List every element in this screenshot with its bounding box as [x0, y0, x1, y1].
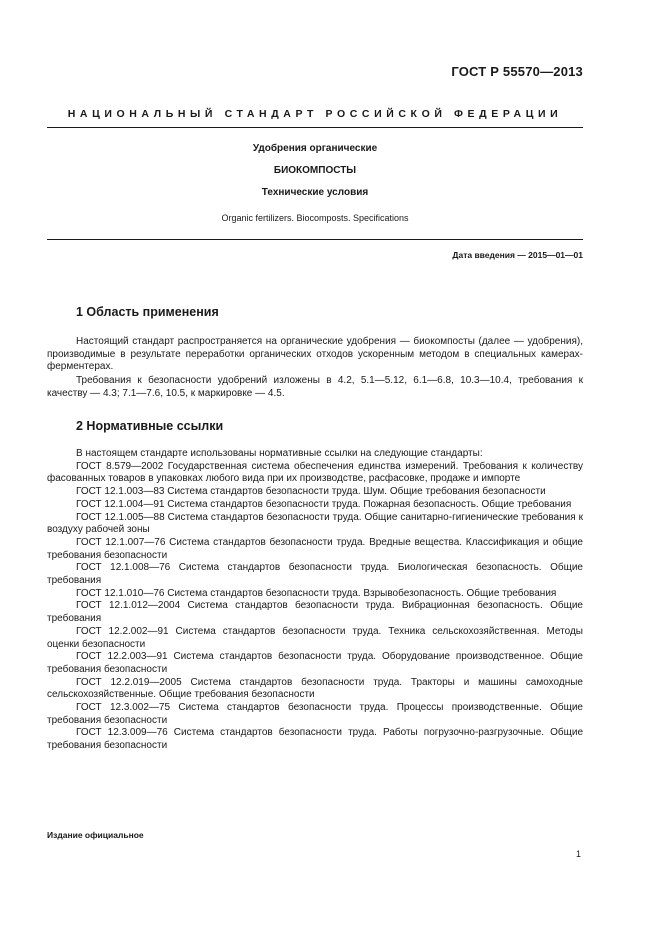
title-line-1: Удобрения органические [252, 143, 378, 154]
section-2-heading: 2 Нормативные ссылки [76, 419, 224, 433]
divider-title [47, 239, 583, 240]
reference-item: ГОСТ 12.1.007—76 Система стандартов безопасности труда. Вредные вещества. Классификация и общие требования безопасности [47, 536, 583, 561]
section-1-heading: 1 Область применения [76, 305, 219, 319]
reference-item: ГОСТ 12.2.003—91 Система стандартов безопасности труда. Оборудование производственное. Общие требования безопасности [47, 651, 583, 675]
standard-heading: НАЦИОНАЛЬНЫЙ СТАНДАРТ РОССИЙСКОЙ ФЕДЕРАЦИИ [67, 108, 563, 120]
reference-item: ГОСТ 12.2.002—91 Система стандартов безопасности труда. Техника сельскохозяйственная. Методы оценки безопасности [47, 625, 583, 650]
reference-item: ГОСТ 12.1.003—83 Система стандартов безопасности труда. Шум. Общие требования безопасности [76, 486, 546, 498]
title-line-2: БИОКОМПОСТЫ [273, 165, 357, 176]
page-number: 1 [575, 849, 581, 859]
edition-note: Издание официальное [47, 830, 144, 840]
section-1-paragraph: Требования к безопасности удобрений изложены в 4.2, 5.1—5.12, 6.1—6.8, 10.3—10.4, требования к качеству — 4.3; 7.1—7.6, 10.5, к маркировке — 4.5. [47, 375, 583, 399]
reference-item: ГОСТ 12.3.002—75 Система стандартов безопасности труда. Процессы производственные. Общие требования безопасности [47, 702, 583, 726]
section-1-paragraph: Настоящий стандарт распространяется на органические удобрения — биокомпосты (далее — удобрения), производимые в результате переработки органических отходов ускоренным методом в специальных камерах-ферментерах. [47, 336, 583, 373]
reference-item: ГОСТ 12.1.004—91 Система стандартов безопасности труда. Пожарная безопасность. Общие требования [76, 498, 572, 510]
title-english: Organic fertilizers. Biocomposts. Specifications [221, 213, 409, 223]
reference-item: ГОСТ 12.1.010—76 Система стандартов безопасности труда. Взрывобезопасность. Общие требования [76, 587, 557, 599]
document-code: ГОСТ Р 55570—2013 [451, 64, 583, 79]
reference-item: ГОСТ 12.1.005—88 Система стандартов безопасности труда. Общие санитарно-гигиенические требования к воздуху рабочей зоны [47, 511, 583, 536]
reference-item: ГОСТ 12.3.009—76 Система стандартов безопасности труда. Работы погрузочно-разгрузочные. Общие требования безопасности [47, 727, 583, 752]
reference-item: ГОСТ 12.2.019—2005 Система стандартов безопасности труда. Тракторы и машины самоходные сельскохозяйственные. Общие требования безопасности [47, 676, 583, 701]
normative-references-list [47, 448, 583, 753]
reference-item: ГОСТ 12.1.012—2004 Система стандартов безопасности труда. Вибрационная безопасность. Общие требования [47, 600, 583, 625]
divider-top [47, 127, 583, 128]
introduction-date: Дата введения — 2015—01—01 [452, 250, 583, 260]
title-line-3: Технические условия [261, 187, 369, 198]
reference-item: ГОСТ 12.1.008—76 Система стандартов безопасности труда. Биологическая безопасность. Общие требования [47, 562, 583, 587]
reference-item: ГОСТ 8.579—2002 Государственная система обеспечения единства измерений. Требования к количеству фасованных товаров в упаковках любого вида при их производстве, расфасовке, продаже и импорте [47, 460, 583, 485]
section-2-intro: В настоящем стандарте использованы нормативные ссылки на следующие стандарты: [76, 448, 483, 459]
